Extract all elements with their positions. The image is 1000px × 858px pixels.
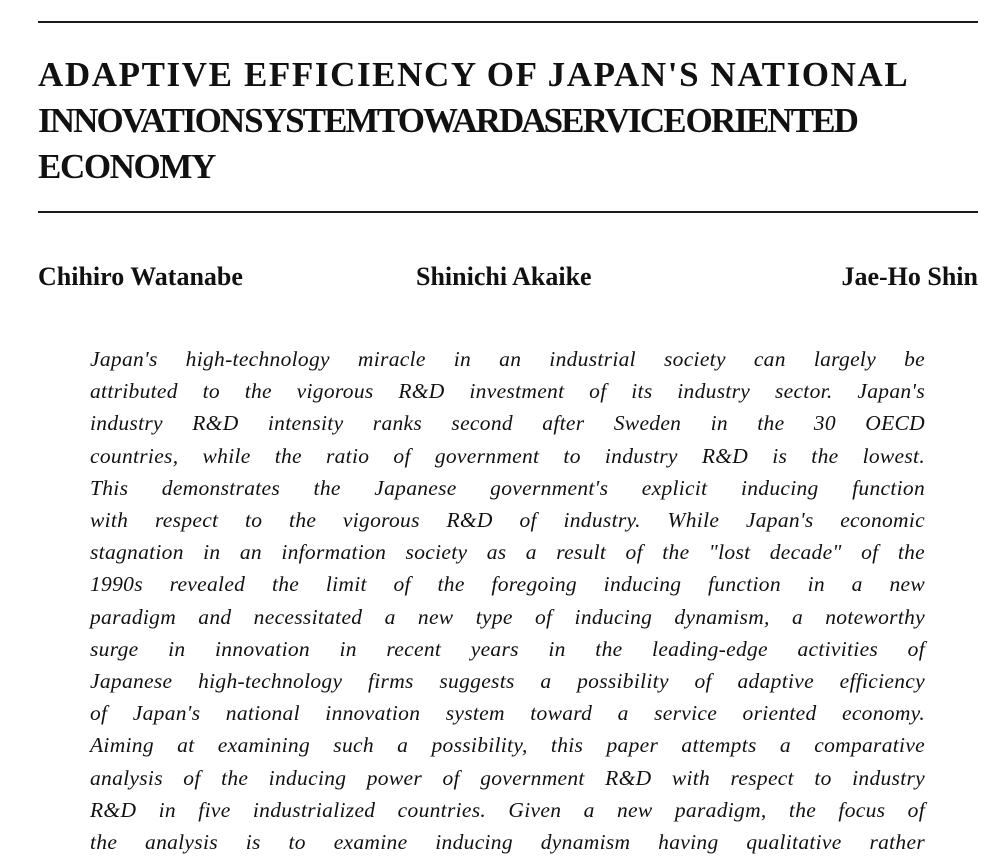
author-name: Chihiro Watanabe (38, 262, 243, 291)
abstract-line: R&D in five industrialized countries. Given a new paradigm, the focus of (90, 797, 925, 822)
abstract-line: paradigm and necessitated a new type of inducing dynamism, a noteworthy (90, 604, 925, 629)
abstract-line: with respect to the vigorous R&D of industry. While Japan's economic (90, 508, 925, 533)
abstract-line: Aiming at examining such a possibility, this paper attempts a comparative (90, 733, 925, 758)
abstract-line: of Japan's national innovation system toward a service oriented economy. (90, 701, 925, 726)
paper-title (38, 52, 983, 190)
abstract-line: stagnation in an information society as a result of the "lost decade" of the (90, 540, 925, 565)
bottom-rule (38, 211, 978, 213)
title-line: INNOVATION SYSTEM TOWARD A SERVICE ORIENTED (38, 101, 858, 140)
abstract-line: the analysis is to examine inducing dynamism having qualitative rather (90, 830, 925, 855)
abstract-line: Japan's high-technology miracle in an industrial society can largely be (90, 347, 925, 371)
abstract-line: This demonstrates the Japanese government's explicit inducing function (90, 475, 925, 500)
author-name: Shinichi Akaike (416, 262, 592, 291)
abstract (90, 343, 925, 858)
top-rule (38, 21, 978, 23)
abstract-line: 1990s revealed the limit of the foregoing inducing function in a new (90, 572, 925, 597)
title-line: ADAPTIVE EFFICIENCY OF JAPAN'S NATIONAL (38, 55, 910, 94)
abstract-line: analysis of the inducing power of government R&D with respect to industry (90, 765, 925, 790)
abstract-line: industry R&D intensity ranks second after Sweden in the 30 OECD (90, 411, 925, 436)
author-list (38, 262, 978, 298)
author-name: Jae-Ho Shin (841, 262, 978, 291)
title-line: ECONOMY (38, 147, 215, 186)
abstract-line: attributed to the vigorous R&D investment of its industry sector. Japan's (90, 379, 925, 404)
abstract-line: surge in innovation in recent years in the leading-edge activities of (90, 636, 925, 661)
abstract-line: countries, while the ratio of government to industry R&D is the lowest. (90, 443, 925, 468)
abstract-line: Japanese high-technology firms suggests a possibility of adaptive efficiency (90, 669, 925, 694)
